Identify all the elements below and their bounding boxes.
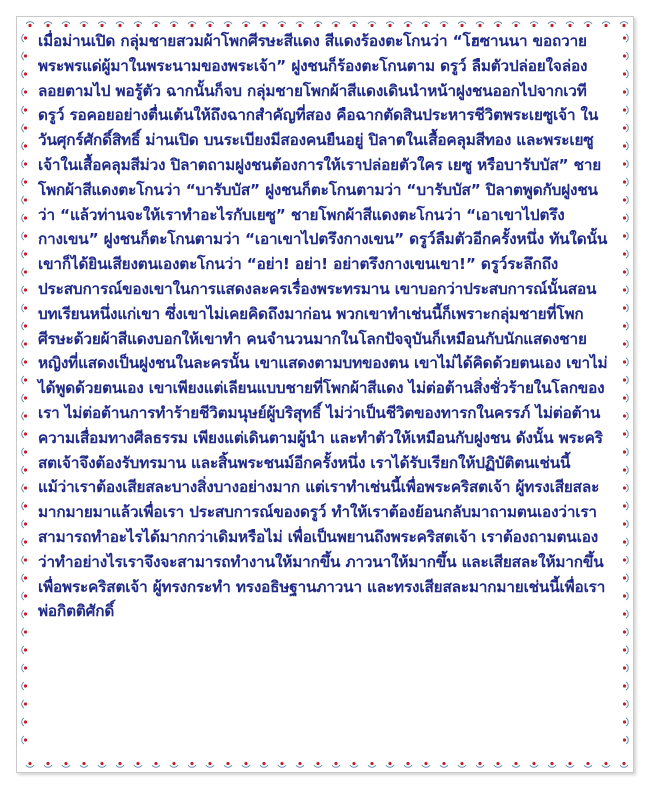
body-paragraph: เมื่อม่านเปิด กลุ่มชายสวมผ้าโพกศีรษะสีแดง สีแดงร้องตะโกนว่า “โฮซานนา ขอถวายพระพรแด่ผู้มาในพระนามของพระเจ้า” ฝูงชนก็ร้องตะโกนตาม ดรูว์ ลืมตัวปล่อยใจล่องลอยตามไป พอรู้ตัว ฉากนั้นก็จบ กลุ่มชายโพกผ้าสีแดงเดินนำหน้าฝูงชนออกไปจากเวที ดรูว์ รอคอยอย่างตื่นเต้นให้ถึงฉากสำคัญที่สอง คือฉากตัดสินประหารชีวิตพระเยซูเจ้า ในวันศุกร์ศักดิ์สิทธิ์ ม่านเปิด บนระเบียงมีสองคนยืนอยู่ ปิลาตในเสื้อคลุมสีทอง และพระเยซูเจ้าในเสื้อคลุมสีม่วง ปิลาตถามฝูงชนต้องการให้เราปล่อยตัวใคร เยซู หรือบารับบัส” ชายโพกผ้าสีแดงตะโกนว่า “บารับบัส” ฝูงชนก็ตะโกนตามว่า “บารับบัส” ปิลาตพูดกับฝูงชนว่า “แล้วท่านจะให้เราทำอะไรกับเยซู” ชายโพกผ้าสีแดงตะโกนว่า “เอาเขาไปตรึงกางเขน” ฝูงชนก็ตะโกนตามว่า “เอาเขาไปตรึงกางเขน” ดรูว์ลืมตัวอีกครั้งหนึ่ง ทันใดนั้นเขาก็ได้ยินเสียงตนเองตะโกนว่า “อย่า! อย่า! อย่าตรึงกางเขนเขา!” ดรูว์ระลึกถึงประสบการณ์ของเขาในการแสดงละครเรื่องพระทรมาน เขาบอกว่าประสบการณ์นั้นสอนบทเรียนหนึ่งแก่เขา ซึ่งเขาไม่เคยคิดถึงมาก่อน พวกเขาทำเช่นนี้ก็เพราะกลุ่มชายที่โพกศีรษะด้วยผ้าสีแดงบอกให้เขาทำ คนจำนวนมากในโลกปัจจุบันก็เหมือนกับนักแสดงชายหญิงที่แสดงเป็นฝูงชนในละครนั้น เขาแสดงตามบทของตน เขาไม่ได้คิดด้วยตนเอง เขาไม่ได้พูดด้วยตนเอง เขาเพียงแต่เลียนแบบชายที่โพกผ้าสีแดง ไม่ต่อต้านสิ่งชั่วร้ายในโลกของเรา ไม่ต่อต้านการทำร้ายชีวิตมนุษย์ผู้บริสุทธิ์ ไม่ว่าเป็นชีวิตของทารกในครรภ์ ไม่ต่อต้านความเสื่อมทางศีลธรรม เพียงแต่เดินตามผู้นำ และทำตัวให้เหมือนกับฝูงชน ดังนั้น พระคริสตเจ้าจึงต้องรับทรมาน และสิ้นพระชนม์อีกครั้งหนึ่ง เราได้รับเรียกให้ปฏิบัติตนเช่นนี้ แม้ว่าเราต้องเสียสละบางสิ่งบางอย่างมาก แต่เราทำเช่นนี้เพื่อพระคริสตเจ้า ผู้ทรงเสียสละมากมายมาแล้วเพื่อเรา ประสบการณ์ของดรูว์ ทำให้เราต้องย้อนกลับมาถามตนเองว่าเราสามารถทำอะไรได้มากกว่าเดิมหรือไม่ เพื่อเป็นพยานถึงพระคริสตเจ้า เราต้องถามตนเองว่าทำอย่างไรเราจึงจะสามารถทำงานให้มากขึ้น ภาวนาให้มากขึ้น และเสียสละให้มากขึ้นเพื่อพระคริสตเจ้า ผู้ทรงกระทำ ทรงอธิษฐานภาวนา และทรงเสียสละมากมายเช่นนี้เพื่อเรา พ่อกิตติศักดิ์: [38, 32, 608, 621]
